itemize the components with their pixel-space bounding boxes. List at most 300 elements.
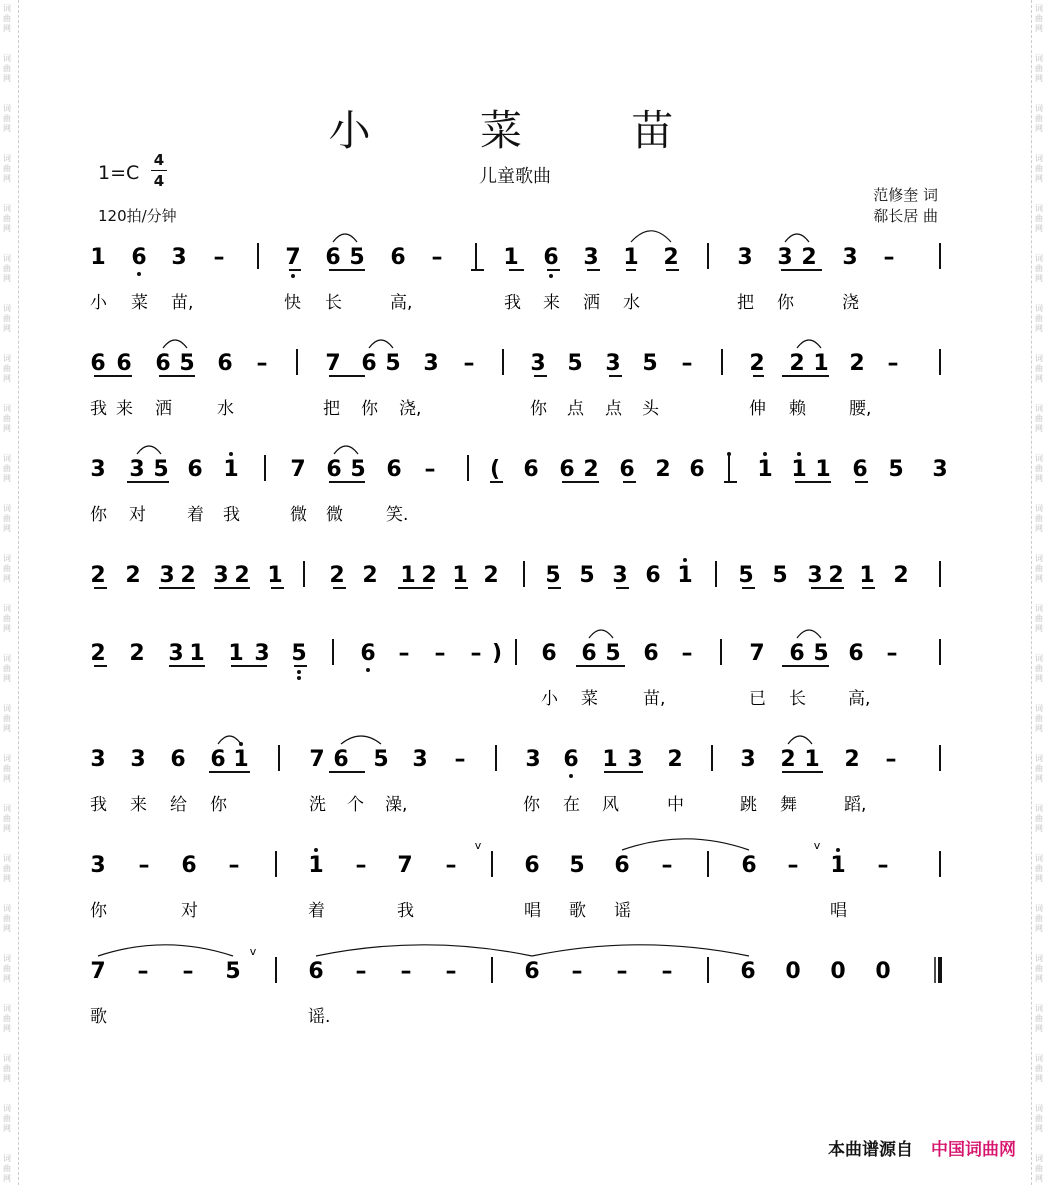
- slur-arc: [369, 340, 393, 348]
- lyric-word: 把: [737, 293, 754, 313]
- score-note: 6: [789, 641, 805, 666]
- score-note: 6: [90, 351, 106, 376]
- score-note: 3: [423, 351, 439, 376]
- watermark-glyph: 词: [1035, 4, 1043, 13]
- lyric-word: 我: [90, 399, 107, 419]
- score-note: 3: [627, 747, 643, 772]
- lyric-word: 来: [116, 399, 133, 419]
- watermark-glyph: 曲: [1035, 1014, 1043, 1023]
- slur-arc: [785, 234, 809, 242]
- watermark-glyph: 网: [3, 424, 11, 433]
- watermark-glyph: 曲: [1035, 1064, 1043, 1073]
- lyric-word: 洗: [309, 795, 326, 815]
- lyric-word: 浇: [842, 293, 859, 313]
- score-note: 6: [361, 351, 377, 376]
- octave-dot-below: [291, 274, 295, 278]
- watermark-glyph: 词: [1035, 754, 1043, 763]
- composer-credit: 郗长居 曲: [873, 207, 938, 225]
- watermark-glyph: 曲: [3, 164, 11, 173]
- lyric-word: 伸: [749, 399, 766, 419]
- score-note: 6: [116, 351, 132, 376]
- lyric-word: 舞: [780, 795, 797, 815]
- watermark-glyph: 网: [1035, 224, 1043, 233]
- score-note: 3: [583, 245, 599, 270]
- score-note: –: [434, 641, 446, 666]
- watermark-glyph: 词: [3, 704, 11, 713]
- score-note: –: [886, 641, 898, 666]
- score-note: 6: [524, 959, 540, 984]
- score-note: 2: [90, 563, 106, 588]
- score-note: 6: [523, 457, 539, 482]
- score-note: 6: [643, 641, 659, 666]
- watermark-glyph: 网: [1035, 274, 1043, 283]
- lyric-word: 快: [284, 293, 301, 313]
- watermark-glyph: 曲: [3, 1014, 11, 1023]
- slur-arc: [333, 234, 357, 242]
- lyric-word: 你: [210, 795, 227, 815]
- octave-dot-below: [137, 272, 141, 276]
- octave-dot-above: [836, 848, 840, 852]
- score-note: 6: [181, 853, 197, 878]
- score-note: 5: [373, 747, 389, 772]
- score-note: 2: [583, 457, 599, 482]
- watermark-glyph: 词: [1035, 104, 1043, 113]
- score-note: 2: [421, 563, 437, 588]
- score-note: ): [491, 641, 503, 666]
- lyric-word: 我: [223, 505, 240, 525]
- breath-mark: v: [474, 839, 482, 852]
- watermark-glyph: 曲: [3, 614, 11, 623]
- lyric-word: 跳: [740, 795, 757, 815]
- score-note: 6: [333, 747, 349, 772]
- watermark-glyph: 词: [1035, 704, 1043, 713]
- watermark-glyph: 网: [1035, 1174, 1043, 1183]
- watermark-glyph: 词: [3, 904, 11, 913]
- lyric-word: 对: [129, 505, 146, 525]
- score-note: 3: [129, 457, 145, 482]
- score-note: 6: [210, 747, 226, 772]
- watermark-glyph: 网: [1035, 174, 1043, 183]
- watermark-glyph: 网: [1035, 774, 1043, 783]
- score-note: 1: [815, 457, 831, 482]
- watermark-glyph: 曲: [1035, 364, 1043, 373]
- score-note: 1: [267, 563, 283, 588]
- score-note: 1: [189, 641, 205, 666]
- watermark-glyph: 网: [1035, 974, 1043, 983]
- watermark-glyph: 词: [3, 1054, 11, 1063]
- watermark-glyph: 曲: [1035, 514, 1043, 523]
- score-note: –: [661, 959, 673, 984]
- watermark-glyph: 词: [3, 954, 11, 963]
- slur-arc: [334, 446, 358, 454]
- lyric-word: 给: [170, 795, 187, 815]
- watermark-glyph: 曲: [3, 714, 11, 723]
- score-note: 6: [308, 959, 324, 984]
- watermark-glyph: 词: [3, 54, 11, 63]
- score-note: 1: [90, 245, 106, 270]
- score-note: –: [681, 641, 693, 666]
- score-note: –: [616, 959, 628, 984]
- lyric-word: 点: [605, 399, 622, 419]
- watermark-glyph: 词: [1035, 304, 1043, 313]
- watermark-glyph: 词: [3, 1154, 11, 1163]
- score-note: 7: [749, 641, 765, 666]
- watermark-glyph: 词: [3, 154, 11, 163]
- score-note: 2: [129, 641, 145, 666]
- watermark-glyph: 网: [3, 974, 11, 983]
- score-note: 2: [828, 563, 844, 588]
- watermark-glyph: 网: [1035, 124, 1043, 133]
- time-signature-bottom: 4: [153, 172, 165, 190]
- watermark-glyph: 网: [1035, 524, 1043, 533]
- score-note: –: [470, 641, 482, 666]
- source-site-link[interactable]: 中国词曲网: [931, 1140, 1016, 1160]
- score-note: 1: [400, 563, 416, 588]
- score-note: 2: [329, 563, 345, 588]
- watermark-glyph: 词: [3, 304, 11, 313]
- score-note: 5: [225, 959, 241, 984]
- slur-arc: [341, 736, 381, 744]
- slur-arc: [316, 945, 532, 956]
- watermark-glyph: 网: [1035, 1024, 1043, 1033]
- octave-dot-below: [569, 774, 573, 778]
- score-note: 6: [541, 641, 557, 666]
- watermark-glyph: 词: [1035, 454, 1043, 463]
- watermark-glyph: 词: [3, 1004, 11, 1013]
- score-note: 6: [581, 641, 597, 666]
- lyric-word: 笑.: [386, 505, 409, 525]
- watermark-glyph: 词: [1035, 354, 1043, 363]
- watermark-glyph: 曲: [3, 814, 11, 823]
- song-title: 小 菜 苗: [328, 106, 722, 155]
- watermark-glyph: 词: [1035, 404, 1043, 413]
- octave-dot-below: [366, 668, 370, 672]
- score-note: 3: [740, 747, 756, 772]
- watermark-glyph: 词: [1035, 204, 1043, 213]
- watermark-glyph: 网: [1035, 324, 1043, 333]
- score-note: 6: [852, 457, 868, 482]
- watermark-glyph: 曲: [3, 514, 11, 523]
- watermark-glyph: 网: [3, 124, 11, 133]
- lyric-word: 着: [308, 901, 325, 921]
- watermark-glyph: 网: [3, 474, 11, 483]
- score-note: 6: [390, 245, 406, 270]
- score-note: 6: [386, 457, 402, 482]
- watermark-glyph: 词: [1035, 1154, 1043, 1163]
- lyric-word: 唱: [524, 901, 541, 921]
- score-note: 1: [233, 747, 249, 772]
- score-note: –: [431, 245, 443, 270]
- lyric-word: 你: [777, 293, 794, 313]
- octave-dot-below: [549, 274, 553, 278]
- watermark-glyph: 曲: [3, 14, 11, 23]
- score-note: 3: [130, 747, 146, 772]
- lyric-word: 来: [543, 293, 560, 313]
- slur-arc: [622, 839, 749, 850]
- lyric-word: 水: [217, 399, 234, 419]
- watermark-glyph: 网: [1035, 74, 1043, 83]
- watermark-glyph: 词: [3, 804, 11, 813]
- watermark-glyph: 词: [1035, 604, 1043, 613]
- lyric-word: 我: [504, 293, 521, 313]
- watermark-glyph: 网: [3, 24, 11, 33]
- score-note: 7: [90, 959, 106, 984]
- score-note: 6: [326, 457, 342, 482]
- lyric-word: 苗,: [171, 293, 194, 313]
- watermark-glyph: 网: [3, 274, 11, 283]
- watermark-glyph: 网: [3, 1024, 11, 1033]
- watermark-glyph: 网: [3, 924, 11, 933]
- lyric-word: 蹈,: [844, 795, 867, 815]
- lyric-word: 在: [563, 795, 580, 815]
- watermark-glyph: 网: [3, 1074, 11, 1083]
- lyric-word: 长: [789, 689, 806, 709]
- score-note: –: [138, 853, 150, 878]
- time-signature-top: 4: [153, 151, 165, 169]
- score-note: 6: [131, 245, 147, 270]
- watermark-glyph: 词: [1035, 504, 1043, 513]
- score-note: 2: [663, 245, 679, 270]
- watermark-glyph: 网: [3, 1174, 11, 1183]
- octave-dot-above: [797, 452, 801, 456]
- lyric-word: 苗,: [643, 689, 666, 709]
- watermark-glyph: 曲: [1035, 864, 1043, 873]
- score-note: 5: [179, 351, 195, 376]
- score-note: 7: [285, 245, 301, 270]
- lyric-word: 谣: [614, 901, 631, 921]
- watermark-glyph: 曲: [1035, 964, 1043, 973]
- watermark-glyph: 词: [3, 254, 11, 263]
- score-note: 1: [223, 457, 239, 482]
- lyric-word: 我: [397, 901, 414, 921]
- lyric-word: 我: [90, 795, 107, 815]
- watermark-glyph: 曲: [1035, 464, 1043, 473]
- score-note: –: [883, 245, 895, 270]
- score-note: 2: [801, 245, 817, 270]
- watermark-glyph: 曲: [3, 664, 11, 673]
- watermark-glyph: 词: [1035, 804, 1043, 813]
- score-note: 1: [308, 853, 324, 878]
- lyricist-credit: 范修奎 词: [873, 186, 938, 204]
- watermark-glyph: 词: [3, 4, 11, 13]
- score-note: –: [355, 959, 367, 984]
- score-note: 5: [888, 457, 904, 482]
- score-note: 2: [234, 563, 250, 588]
- lyric-word: 把: [323, 399, 340, 419]
- lyric-word: 点: [567, 399, 584, 419]
- score-note: 3: [807, 563, 823, 588]
- score-note: 6: [645, 563, 661, 588]
- watermark-glyph: 词: [1035, 904, 1043, 913]
- score-note: 2: [780, 747, 796, 772]
- score-note: –: [887, 351, 899, 376]
- score-note: (: [489, 457, 501, 482]
- score-note: 3: [605, 351, 621, 376]
- score-note: 2: [893, 563, 909, 588]
- score-note: 1: [813, 351, 829, 376]
- score-note: 0: [785, 959, 801, 984]
- score-note: 2: [667, 747, 683, 772]
- score-note: 6: [689, 457, 705, 482]
- score-note: 3: [612, 563, 628, 588]
- watermark-glyph: 网: [1035, 1124, 1043, 1133]
- watermark-glyph: 曲: [1035, 64, 1043, 73]
- watermark-glyph: 网: [3, 1124, 11, 1133]
- watermark-glyph: 曲: [1035, 314, 1043, 323]
- score-note: 3: [90, 747, 106, 772]
- watermark-glyph: 网: [1035, 824, 1043, 833]
- watermark-glyph: 网: [3, 324, 11, 333]
- score-note: 5: [350, 457, 366, 482]
- watermark-glyph: 网: [3, 74, 11, 83]
- score-note: 1: [452, 563, 468, 588]
- score-note: 7: [309, 747, 325, 772]
- score-note: 7: [290, 457, 306, 482]
- score-note: 5: [772, 563, 788, 588]
- watermark-glyph: 曲: [3, 264, 11, 273]
- score-note: –: [355, 853, 367, 878]
- lyric-word: 菜: [581, 689, 598, 709]
- slur-arc: [218, 736, 241, 744]
- score-note: 5: [813, 641, 829, 666]
- score-note: 1: [804, 747, 820, 772]
- lyric-word: 你: [90, 505, 107, 525]
- watermark-glyph: 曲: [3, 564, 11, 573]
- lyric-word: 高,: [848, 689, 871, 709]
- watermark-glyph: 曲: [1035, 564, 1043, 573]
- watermark-glyph: 词: [1035, 1054, 1043, 1063]
- watermark-glyph: 网: [3, 624, 11, 633]
- score-note: –: [137, 959, 149, 984]
- watermark-glyph: 曲: [1035, 814, 1043, 823]
- score-note: –: [885, 747, 897, 772]
- watermark-glyph: 曲: [1035, 114, 1043, 123]
- score-note: 5: [153, 457, 169, 482]
- slur-arc: [163, 340, 187, 348]
- watermark-glyph: 词: [1035, 854, 1043, 863]
- watermark-glyph: 曲: [1035, 1114, 1043, 1123]
- watermark-glyph: 网: [1035, 624, 1043, 633]
- watermark-glyph: 网: [3, 774, 11, 783]
- score-note: 3: [90, 853, 106, 878]
- octave-dot-above: [727, 452, 731, 456]
- watermark-glyph: 词: [3, 104, 11, 113]
- watermark-glyph: 网: [1035, 924, 1043, 933]
- slur-arc: [631, 231, 671, 242]
- watermark-glyph: 曲: [1035, 214, 1043, 223]
- watermark-glyph: 词: [3, 854, 11, 863]
- watermark-glyph: 曲: [3, 214, 11, 223]
- watermark-glyph: 曲: [1035, 264, 1043, 273]
- lyric-word: 着: [187, 505, 204, 525]
- score-note: 6: [740, 959, 756, 984]
- watermark-glyph: 曲: [3, 64, 11, 73]
- watermark-glyph: 网: [3, 174, 11, 183]
- lyric-word: 谣.: [308, 1007, 331, 1027]
- score-note: 5: [291, 641, 307, 666]
- score-note: 6: [325, 245, 341, 270]
- score-note: 6: [614, 853, 630, 878]
- score-note: 1: [677, 563, 693, 588]
- key-signature: 1=C: [98, 162, 140, 184]
- score-note: 3: [159, 563, 175, 588]
- score-note: 5: [605, 641, 621, 666]
- watermark-glyph: 曲: [3, 1114, 11, 1123]
- score-note: 2: [849, 351, 865, 376]
- score-note: 6: [741, 853, 757, 878]
- lyric-word: 腰,: [849, 399, 872, 419]
- score-note: 1: [602, 747, 618, 772]
- score-note: 2: [844, 747, 860, 772]
- score-note: 3: [168, 641, 184, 666]
- score-note: 2: [362, 563, 378, 588]
- score-note: 3: [777, 245, 793, 270]
- score-note: –: [787, 853, 799, 878]
- watermark-glyph: 词: [3, 454, 11, 463]
- score-note: 6: [524, 853, 540, 878]
- source-footer: [828, 1135, 1016, 1160]
- watermark-glyph: 网: [3, 224, 11, 233]
- score-note: –: [213, 245, 225, 270]
- lyric-word: 已: [749, 689, 766, 709]
- watermark-glyph: 曲: [3, 1164, 11, 1173]
- watermark-glyph: 网: [1035, 424, 1043, 433]
- watermark-glyph: 词: [1035, 654, 1043, 663]
- score-note: 2: [125, 563, 141, 588]
- score-note: 6: [360, 641, 376, 666]
- score-note: 3: [842, 245, 858, 270]
- watermark-glyph: 曲: [3, 1064, 11, 1073]
- watermark-glyph: 词: [1035, 1104, 1043, 1113]
- score-note: 6: [619, 457, 635, 482]
- score-note: 5: [569, 853, 585, 878]
- score-note: 3: [412, 747, 428, 772]
- lyric-word: 头: [642, 399, 659, 419]
- score-note: 2: [655, 457, 671, 482]
- score-note: 5: [545, 563, 561, 588]
- watermark-glyph: 网: [1035, 574, 1043, 583]
- watermark-glyph: 词: [3, 404, 11, 413]
- watermark-glyph: 曲: [1035, 1164, 1043, 1173]
- watermark-glyph: 曲: [3, 464, 11, 473]
- source-label: 本曲谱源自: [828, 1140, 913, 1160]
- lyric-word: 个: [347, 795, 364, 815]
- watermark-glyph: 曲: [1035, 914, 1043, 923]
- lyric-word: 小: [90, 293, 107, 313]
- score-note: 6: [543, 245, 559, 270]
- score-note: 2: [789, 351, 805, 376]
- octave-dot-above: [763, 452, 767, 456]
- lyric-word: 你: [361, 399, 378, 419]
- watermark-glyph: 词: [1035, 54, 1043, 63]
- slur-arc: [98, 945, 233, 956]
- score-note: –: [571, 959, 583, 984]
- score-note: 3: [525, 747, 541, 772]
- watermark-glyph: 曲: [1035, 714, 1043, 723]
- watermark-glyph: 词: [3, 504, 11, 513]
- lyric-word: 小: [541, 689, 558, 709]
- octave-dot-above: [683, 558, 687, 562]
- score-note: 3: [932, 457, 948, 482]
- watermark-glyph: 曲: [1035, 164, 1043, 173]
- watermark-glyph: 曲: [3, 114, 11, 123]
- watermark-glyph: 网: [3, 574, 11, 583]
- slur-arc: [589, 630, 613, 638]
- lyric-word: 洒: [155, 399, 172, 419]
- lyric-word: 你: [530, 399, 547, 419]
- watermark-glyph: 词: [1035, 1004, 1043, 1013]
- watermark-glyph: 曲: [3, 414, 11, 423]
